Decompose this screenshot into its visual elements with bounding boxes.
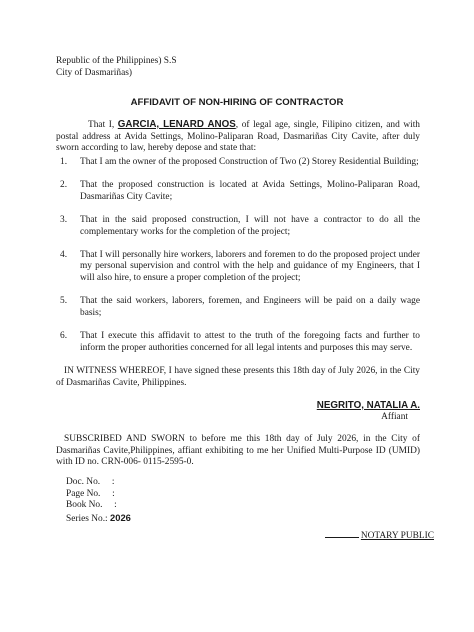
document-title: AFFIDAVIT OF NON-HIRING OF CONTRACTOR — [130, 97, 344, 108]
statement-number: 5. — [60, 296, 68, 307]
venue-line-republic: Republic of the Philippines) S.S — [56, 56, 177, 66]
venue-block — [56, 56, 177, 79]
statement-text: That the proposed construction is located at Avida Settings, Molino-Paliparan Road, Dasmariñas City Cavite; — [80, 180, 420, 202]
statement-item — [56, 250, 420, 285]
statement-text: That I am the owner of the proposed Construction of Two (2) Storey Residential Building; — [80, 157, 419, 167]
statement-text: That I execute this affidavit to attest to the truth of the foregoing facts and further to inform the proper authorities concerned for all legal intents and purposes this may serve. — [80, 330, 420, 353]
notary-public-label: NOTARY PUBLIC — [360, 531, 434, 541]
signature-rule — [325, 537, 359, 538]
doc-number-field: Doc. No. : — [66, 477, 115, 487]
statement-text: That the said workers, laborers, foremen, and Engineers will be paid on a daily wage basis; — [80, 296, 420, 318]
affiant-name-inline: GARCIA, LENARD ANOS — [117, 119, 236, 130]
statement-list — [56, 157, 420, 366]
page-number-field: Page No. : — [66, 488, 115, 499]
statement-item — [56, 331, 420, 354]
intro-rest: , of legal age, single, Filipino citizen, and with postal address at Avida Settings, Molino-Paliparan Road, Dasmariñas City Cavite, after duly sworn according to law, hereby depose and state that: — [56, 120, 420, 154]
statement-number: 2. — [60, 180, 68, 191]
statement-number: 1. — [60, 157, 68, 167]
affiant-signature-name: NEGRITO, NATALIA A. — [316, 400, 420, 411]
statement-item — [56, 180, 420, 203]
statement-number: 3. — [60, 214, 68, 225]
book-number-field: Book No. : — [66, 500, 117, 511]
series-number-field — [66, 512, 131, 524]
jurat-paragraph — [56, 434, 420, 469]
notarial-register-block — [66, 477, 131, 523]
series-label: Series No.: — [66, 513, 111, 524]
notary-signature-line — [325, 531, 434, 543]
witness-paragraph — [56, 366, 420, 389]
statement-number: 6. — [60, 330, 68, 341]
witness-text: IN WITNESS WHEREOF, I have signed these presents this 18th day of July 2026, in the City of Dasmariñas Cavite, Philippines. — [56, 366, 420, 388]
intro-prefix: That I, — [88, 120, 118, 130]
statement-number: 4. — [60, 249, 68, 260]
affiant-role-label: Affiant — [381, 412, 408, 422]
venue-line-city: City of Dasmariñas) — [56, 67, 133, 78]
statement-item — [56, 296, 420, 319]
series-value: 2026 — [110, 511, 131, 523]
jurat-text: SUBSCRIBED AND SWORN to before me this 18th day of July 2026, in the City of Dasmariñas Cavite,Philippines, affiant exhibiting to me her Unified Multi-Purpose ID (UMID) with ID no. CRN-006- 0115-2595-0. — [56, 434, 420, 468]
statement-text: That I will personally hire workers, laborers and foremen to do the proposed project under my personal supervision and control with the help and guidance of my Engineers, that I will also hire, to ensure a proper completion of the project; — [80, 249, 420, 283]
statement-text: That in the said proposed construction, I will not have a contractor to do all the complementary works for the completion of the project; — [80, 214, 420, 237]
intro-paragraph — [56, 119, 420, 155]
statement-item — [56, 215, 420, 238]
statement-item — [56, 157, 420, 169]
